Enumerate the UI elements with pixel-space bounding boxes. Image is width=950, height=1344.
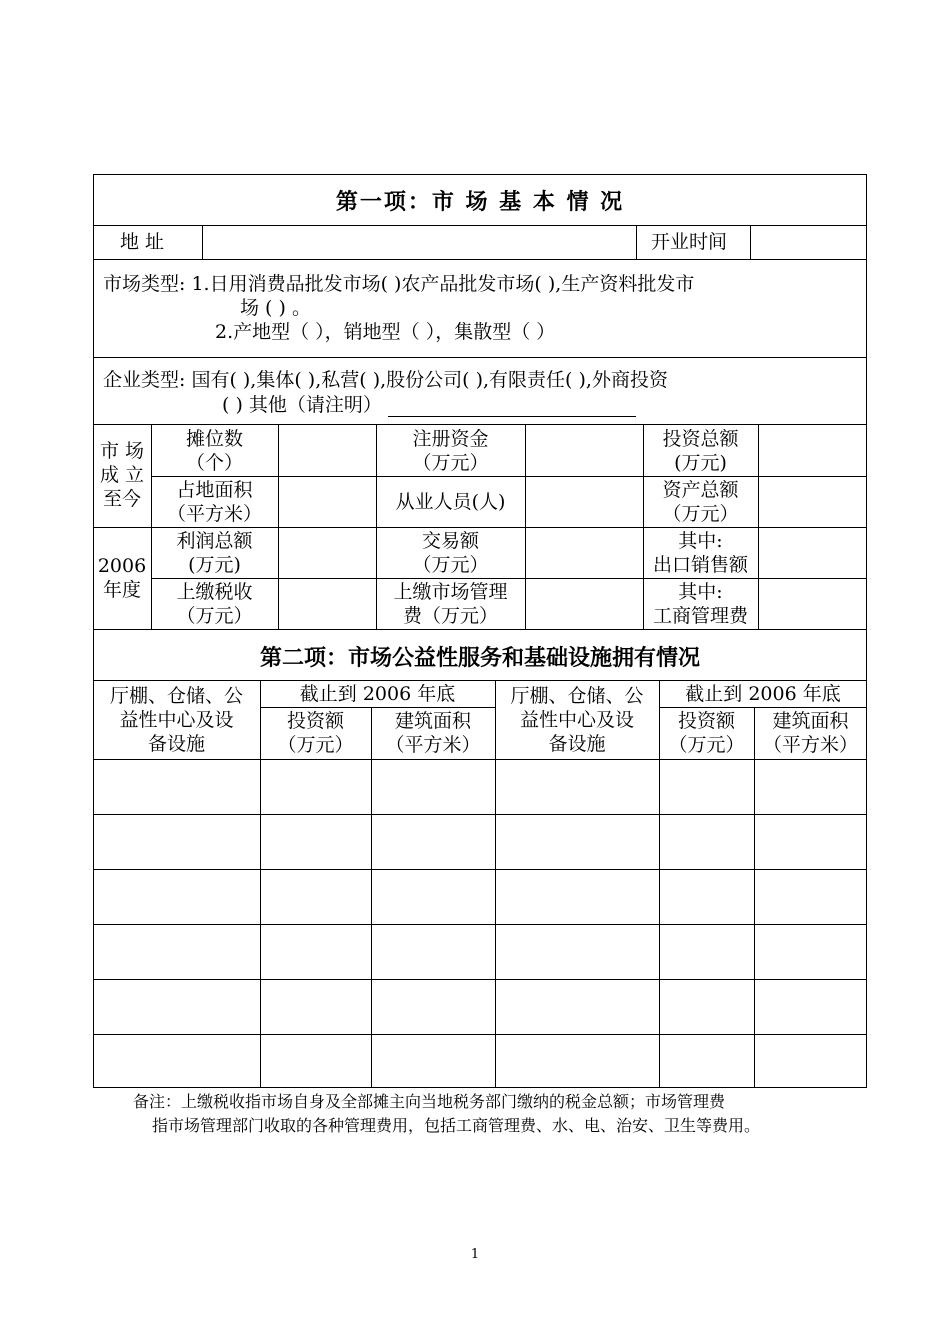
building-area-header-left: 建筑面积 （平方米） [385,710,481,756]
table-row [93,924,867,925]
note-line1: 备注：上缴税收指市场自身及全部摊主向当地税务部门缴纳的税金总额；市场管理费 [133,1092,726,1111]
land-area-label: 占地面积 （平方米） [166,479,262,525]
market-type-line2: 场 ( ) 。 [240,297,311,319]
page-number: 1 [470,1247,480,1262]
total-assets-label: 资产总额 （万元） [662,479,739,525]
table-bottom-border [93,1087,867,1088]
employees-label: 从业人员(人) [395,491,506,513]
open-time-field[interactable] [751,226,865,259]
year-label: 2006 年度 [97,555,147,601]
as-of-header-right: 截止到 2006 年底 [685,683,841,705]
note-line2: 指市场管理部门收取的各种管理费用，包括工商管理费、水、电、治安、卫生等费用。 [152,1116,761,1135]
table-row [93,979,867,980]
table-left-border [93,174,94,1088]
investment-header-right: 投资额 （万元） [668,710,745,756]
table-row [93,1034,867,1035]
market-type-line1: 市场类型: 1.日用消费品批发市场( )农产品批发市场( ),生产资料批发市 [103,273,695,295]
total-profit-label: 利润总额 (万元) [176,530,253,576]
enterprise-type-line1: 企业类型: 国有( ),集体( ),私营( ),股份公司( ),有限责任( ),外商投资 [103,369,668,391]
since-label: 市 场 成 立 至今 [99,440,145,510]
table-top-border [93,174,867,175]
address-field[interactable] [203,226,635,259]
transaction-volume-label: 交易额 （万元） [412,530,489,576]
open-time-label: 开业时间 [651,231,728,253]
as-of-header-left: 截止到 2006 年底 [299,683,456,705]
building-area-header-right: 建筑面积 （平方米） [762,710,858,756]
facility-header-left: 厅棚、仓储、公 益性中心及设 备设施 [109,685,243,755]
stall-count-label: 摊位数 （个） [185,428,243,474]
enterprise-type-line2: ( ) 其他（请注明） [222,393,636,417]
investment-header-left: 投资额 （万元） [277,710,354,756]
address-label: 地 址 [120,231,165,253]
table-row [93,869,867,870]
total-investment-label: 投资总额 (万元) [662,428,739,474]
other-specify-field[interactable] [388,398,636,417]
market-fee-paid-label: 上缴市场管理 费（万元） [393,581,508,627]
registered-capital-label: 注册资金 （万元） [412,428,489,474]
facility-header-right: 厅棚、仓储、公 益性中心及设 备设施 [510,685,644,755]
export-sales-label: 其中: 出口销售额 [652,530,748,576]
table-row [93,814,867,815]
section1-title: 第一项：市 场 基 本 情 况 [335,190,625,215]
table-right-border [866,174,867,1088]
tax-paid-label: 上缴税收 （万元） [176,581,253,627]
section2-title: 第二项：市场公益性服务和基础设施拥有情况 [259,646,700,671]
market-type-line3: 2.产地型（ ），销地型（ ），集散型（ ） [215,321,556,343]
icm-fee-label: 其中: 工商管理费 [652,581,748,627]
